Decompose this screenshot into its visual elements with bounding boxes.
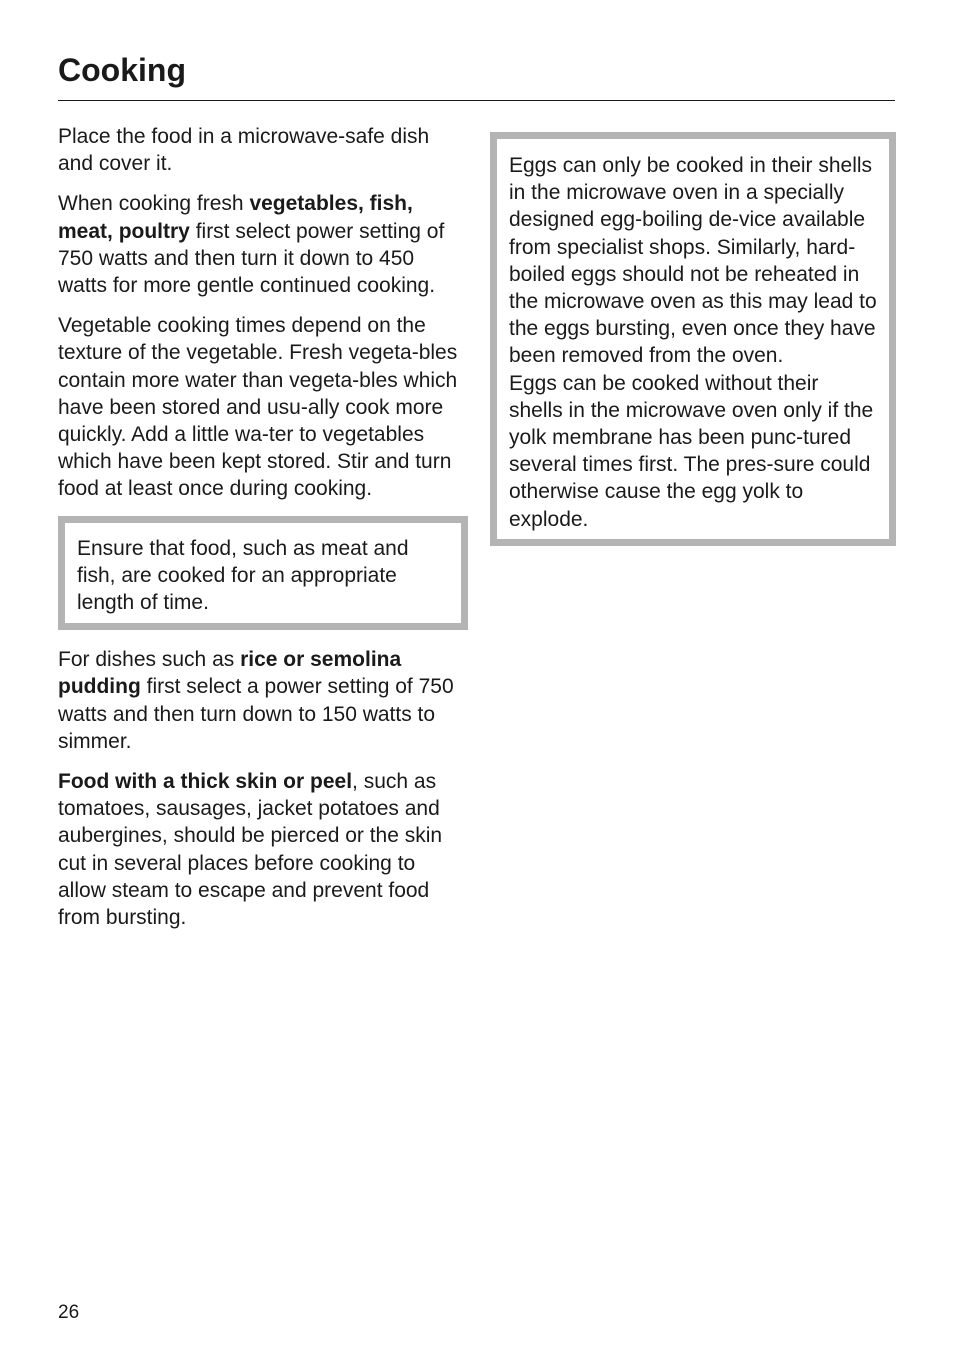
page-number: 26 [58, 1302, 80, 1323]
title-divider [58, 100, 895, 101]
page-title: Cooking [58, 52, 186, 88]
text-run: For dishes such as [58, 648, 241, 672]
text-run: first select a power setting of 750 watts and then turn down to 150 watts to simmer. [58, 675, 454, 753]
warning-eggs-no-shell: Eggs can be cooked without their shells in the microwave oven only if the yolk membrane has been punc-tured several times first. The pres-sure could otherwise cause the egg yolk to explode. [509, 371, 874, 531]
bold-food-types: vegetables, fish, meat, poultry [58, 192, 413, 243]
paragraph-fresh-foods [58, 190, 468, 299]
paragraph-vegetable-times: Vegetable cooking times depend on the texture of the vegetable. Fresh vegeta-bles contain more water than vegeta-bles which have been stored and usu-ally cook more quickly. Add a little wa-ter to vegetables which have been kept stored. Stir and turn food at least once during cooking. [58, 314, 458, 501]
warning-text: Ensure that food, such as meat and fish, are cooked for an appropriate length of time. [77, 536, 409, 615]
paragraph-place-food: Place the food in a microwave-safe dish and cover it. [58, 125, 430, 176]
text-run: When cooking fresh [58, 192, 250, 216]
text-run: first select power setting of 750 watts and then turn it down to 450 watts for more gentle continued cooking. [58, 219, 445, 298]
bold-dish-types: rice or semolina pudding [58, 648, 402, 699]
warning-box-eggs [490, 132, 896, 546]
bold-thick-skin: Food with a thick skin or peel [58, 770, 353, 794]
right-column [490, 132, 896, 546]
paragraph-thick-skin [58, 768, 468, 931]
left-column [58, 123, 468, 944]
warning-box-cook-time [58, 516, 468, 631]
warning-eggs-shell: Eggs can only be cooked in their shells in the microwave oven in a specially designed egg-boiling de-vice available from specialist shops. Similarly, hard-boiled eggs should not be reheated in the microwave oven as this may lead to the eggs bursting, even once they have been removed from the oven. [509, 154, 877, 368]
paragraph-rice-pudding [58, 646, 468, 755]
text-run: , such as tomatoes, sausages, jacket potatoes and aubergines, should be pierced or the skin cut in several places before cooking to allow steam to escape and prevent food from bursting. [58, 770, 443, 930]
